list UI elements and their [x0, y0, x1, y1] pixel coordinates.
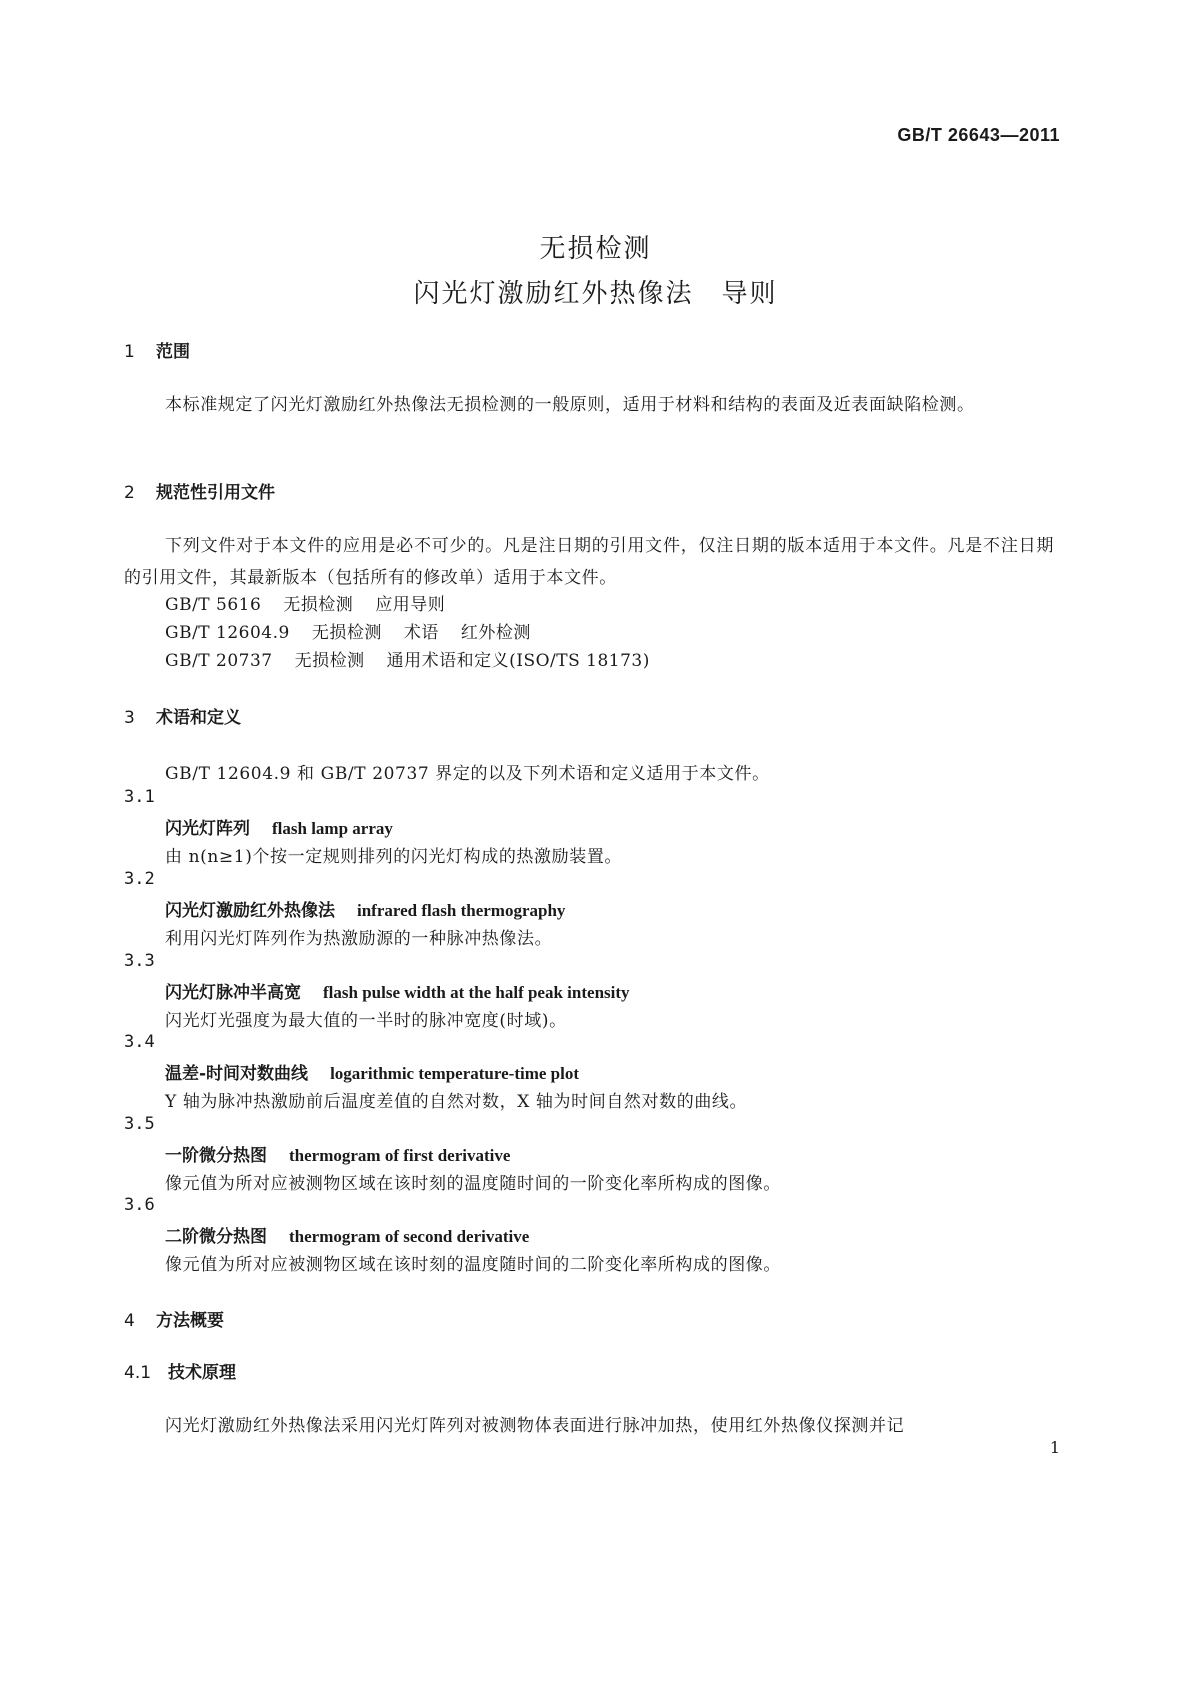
term-en: flash lamp array [272, 819, 393, 838]
title-line-1: 无损检测 [539, 234, 652, 264]
term-definition: 由 n(n≥1)个按一定规则排列的闪光灯构成的热激励装置。 [165, 847, 623, 867]
term-definition: Y 轴为脉冲热激励前后温度差值的自然对数，X 轴为时间自然对数的曲线。 [165, 1092, 748, 1112]
section-number: 2 [124, 483, 135, 503]
section-title: 范围 [156, 342, 190, 362]
term-definition: 像元值为所对应被测物区域在该时刻的温度随时间的一阶变化率所构成的图像。 [165, 1174, 781, 1194]
ref-part: 通用术语和定义(ISO/TS 18173) [386, 651, 650, 671]
ref-part: 应用导则 [375, 595, 446, 615]
ref-code: GB/T 5616 [165, 595, 262, 615]
term-number: 3.5 [124, 1114, 155, 1134]
title-line-2: 闪光灯激励红外热像法 导则 [413, 279, 778, 309]
term-en: infrared flash thermography [357, 901, 566, 920]
reference-item [165, 646, 650, 671]
term-title [165, 978, 630, 1003]
term-number: 3.3 [124, 951, 155, 971]
subsection-4-1-heading [124, 1358, 236, 1383]
section-1-paragraph: 本标准规定了闪光灯激励红外热像法无损检测的一般原则，适用于材料和结构的表面及近表面缺陷检测。 [165, 395, 975, 415]
term-number: 3.2 [124, 869, 155, 889]
reference-item [165, 618, 531, 643]
term-title [165, 1059, 579, 1084]
section-2-heading [124, 478, 275, 503]
term-title [165, 814, 393, 839]
term-en: thermogram of second derivative [289, 1227, 530, 1246]
term-zh: 一阶微分热图 [165, 1146, 267, 1166]
ref-code: GB/T 20737 [165, 651, 273, 671]
ref-code: GB/T 12604.9 [165, 623, 290, 643]
subsection-title: 技术原理 [168, 1363, 236, 1383]
term-zh: 闪光灯激励红外热像法 [165, 901, 335, 921]
term-definition: 像元值为所对应被测物区域在该时刻的温度随时间的二阶变化率所构成的图像。 [165, 1255, 781, 1275]
section-title: 规范性引用文件 [156, 483, 275, 503]
subsection-number: 4.1 [124, 1363, 152, 1383]
term-zh: 闪光灯脉冲半高宽 [165, 983, 301, 1003]
section-number: 3 [124, 708, 135, 728]
term-title [165, 896, 565, 921]
term-title [165, 1222, 529, 1247]
ref-part: 红外检测 [460, 623, 531, 643]
term-number: 3.6 [124, 1195, 155, 1215]
term-definition: 利用闪光灯阵列作为热激励源的一种脉冲热像法。 [165, 929, 553, 949]
section-title: 术语和定义 [156, 708, 241, 728]
reference-item [165, 590, 445, 615]
term-definition: 闪光灯光强度为最大值的一半时的脉冲宽度(时域)。 [165, 1011, 567, 1031]
ref-part: 术语 [403, 623, 439, 643]
section-2-paragraph: 下列文件对于本文件的应用是必不可少的。凡是注日期的引用文件，仅注日期的版本适用于本文件。凡是不注日期的引用文件，其最新版本（包括所有的修改单）适用于本文件。 [124, 536, 1054, 588]
page-number: 1 [1049, 1438, 1060, 1457]
ref-part: 无损检测 [294, 651, 365, 671]
ref-part: 无损检测 [283, 595, 354, 615]
subsection-4-1-paragraph: 闪光灯激励红外热像法采用闪光灯阵列对被测物体表面进行脉冲加热，使用红外热像仪探测并记 [165, 1416, 905, 1436]
term-zh: 温差-时间对数曲线 [165, 1064, 309, 1084]
section-number: 4 [124, 1311, 135, 1331]
section-number: 1 [124, 342, 135, 362]
ref-part: 无损检测 [311, 623, 382, 643]
term-en: flash pulse width at the half peak intensity [323, 983, 630, 1002]
section-3-heading [124, 703, 241, 728]
term-number: 3.1 [124, 787, 155, 807]
term-number: 3.4 [124, 1032, 155, 1052]
section-title: 方法概要 [156, 1311, 224, 1331]
term-zh: 二阶微分热图 [165, 1227, 267, 1247]
section-3-intro: GB/T 12604.9 和 GB/T 20737 界定的以及下列术语和定义适用于本文件。 [165, 764, 770, 784]
standard-code: GB/T 26643—2011 [897, 125, 1060, 145]
section-1-heading [124, 337, 190, 362]
term-title [165, 1141, 510, 1166]
term-en: thermogram of first derivative [289, 1146, 511, 1165]
term-zh: 闪光灯阵列 [165, 819, 250, 839]
section-4-heading [124, 1306, 224, 1331]
term-en: logarithmic temperature-time plot [330, 1064, 580, 1083]
